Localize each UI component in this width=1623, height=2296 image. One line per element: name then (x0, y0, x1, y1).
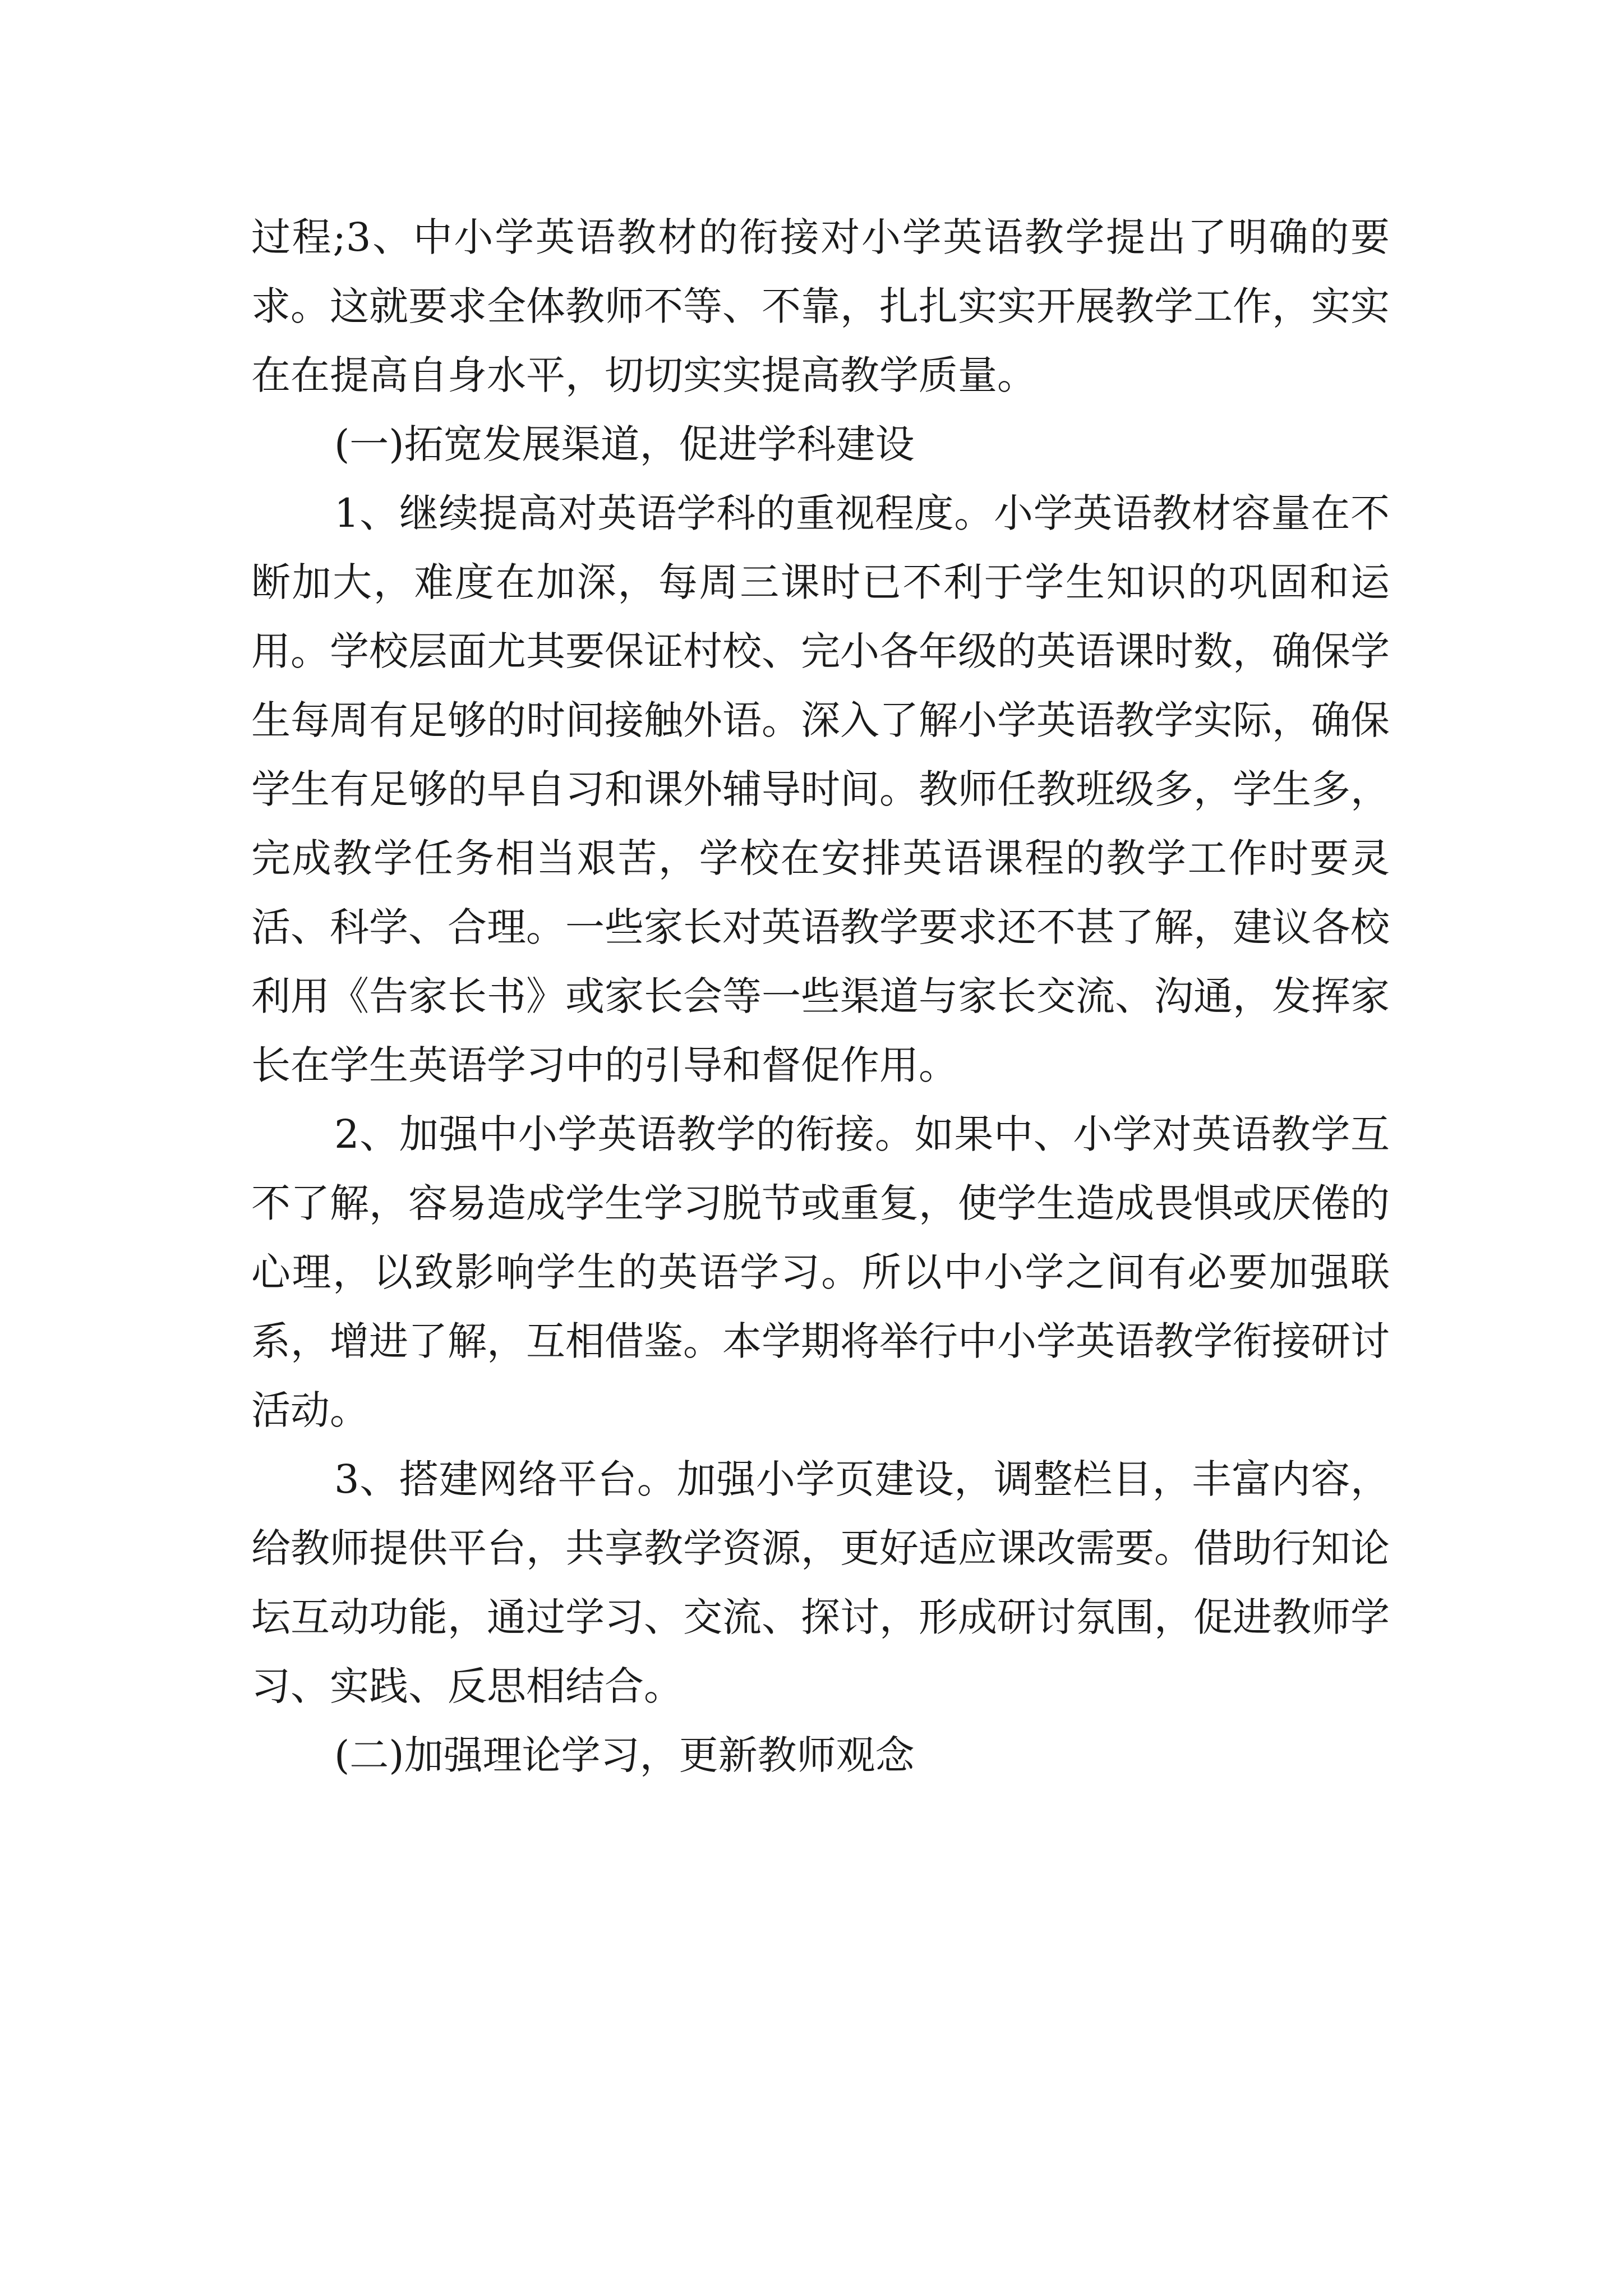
paragraph-item-1: 1、继续提高对英语学科的重视程度。小学英语教材容量在不断加大，难度在加深，每周三课时已不利于学生知识的巩固和运用。学校层面尤其要保证村校、完小各年级的英语课时数，确保学生每周有足够的时间接触外语。深入了解小学英语教学实际，确保学生有足够的早自习和课外辅导时间。教师任教班级多，学生多，完成教学任务相当艰苦，学校在安排英语课程的教学工作时要灵活、科学、合理。一些家长对英语教学要求还不甚了解，建议各校利用《告家长书》或家长会等一些渠道与家长交流、沟通，发挥家长在学生英语学习中的引导和督促作用。 (251, 490, 1390, 1088)
section-heading-1: (一)拓宽发展渠道，促进学科建设 (334, 421, 915, 467)
section-heading-2: (二)加强理论学习，更新教师观念 (334, 1732, 915, 1778)
document-body (251, 203, 1390, 1790)
paragraph-item-2: 2、加强中小学英语教学的衔接。如果中、小学对英语教学互不了解，容易造成学生学习脱节或重复，使学生造成畏惧或厌倦的心理，以致影响学生的英语学习。所以中小学之间有必要加强联系，增进了解，互相借鉴。本学期将举行中小学英语教学衔接研讨活动。 (251, 1111, 1390, 1433)
paragraph-item-3: 3、搭建网络平台。加强小学页建设，调整栏目，丰富内容，给教师提供平台，共享教学资源，更好适应课改需要。借助行知论坛互动功能，通过学习、交流、探讨，形成研讨氛围，促进教师学习、实践、反思相结合。 (251, 1456, 1390, 1709)
paragraph-continuation: 过程;3、中小学英语教材的衔接对小学英语教学提出了明确的要求。这就要求全体教师不等、不靠，扎扎实实开展教学工作，实实在在提高自身水平，切切实实提高教学质量。 (251, 214, 1390, 398)
